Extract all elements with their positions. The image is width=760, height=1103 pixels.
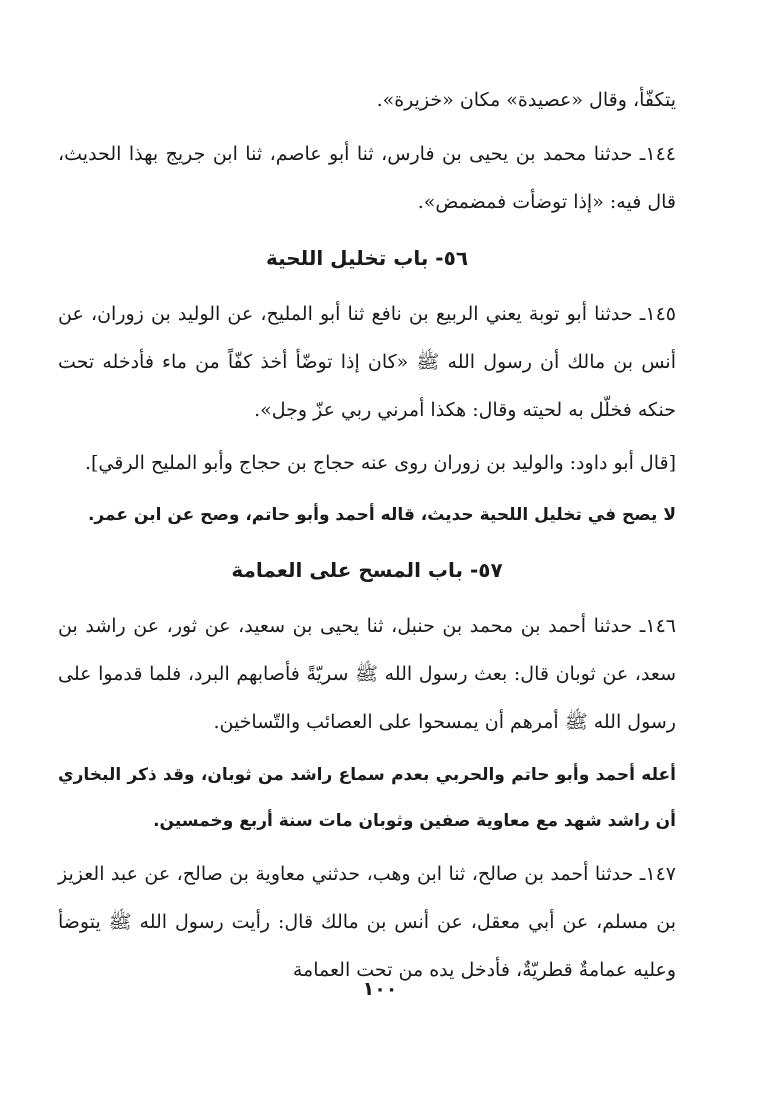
commentary-146: أعله أحمد وأبو حاتم والحربي بعدم سماع راشد من ثوبان، وقد ذكر البخاري أن راشد شهد مع معاوية صفين وثوبان مات سنة أربع وخمسين. [58,765,676,831]
hadith-146: ١٤٦ـ حدثنا أحمد بن محمد بن حنبل، ثنا يحيى بن سعيد، عن ثور، عن راشد بن سعد، عن ثوبان قال: بعث رسول الله ﷺ سريّةً فأصابهم البرد، فلما قدموا على رسول الله ﷺ أمرهم أن يمسحوا على العصائب والتّساخين. [58,615,676,733]
chapter-heading-57: ٥٧- باب المسح على العمامة [231,558,503,582]
page-content [58,76,676,994]
hadith-145: ١٤٥ـ حدثنا أبو توبة يعني الربيع بن نافع ثنا أبو المليح، عن الوليد بن زوران، عن أنس بن مالك أن رسول الله ﷺ «كان إذا توضّأ أخذ كفّاً من ماء فأدخله تحت حنكه فخلّل به لحيته وقال: هكذا أمرني ربي عزّ وجل». [58,303,676,421]
commentary-145: لا يصح في تخليل اللحية حديث، قاله أحمد وأبو حاتم، وصح عن ابن عمر. [87,505,676,525]
hadith-147: ١٤٧ـ حدثنا أحمد بن صالح، ثنا ابن وهب، حدثني معاوية بن صالح، عن عبد العزيز بن مسلم، عن أبي معقل، عن أنس بن مالك قال: رأيت رسول الله ﷺ يتوضأ وعليه عمامةٌ قطريّةٌ، فأدخل يده من تحت العمامة [58,863,676,981]
chapter-heading-56: ٥٦- باب تخليل اللحية [265,246,469,270]
hadith-144: ١٤٤ـ حدثنا محمد بن يحيى بن فارس، ثنا أبو عاصم، ثنا ابن جريج بهذا الحديث، قال فيه: «إذا توضأت فمضمض». [58,143,676,213]
paragraph-continuation: يتكفّأ، وقال «عصيدة» مكان «خزيرة». [376,89,676,111]
page-number: ١٠٠ [362,978,398,1000]
abu-dawud-note: [قال أبو داود: والوليد بن زوران روى عنه حجاج بن حجاج وأبو المليح الرقي]. [84,452,676,474]
